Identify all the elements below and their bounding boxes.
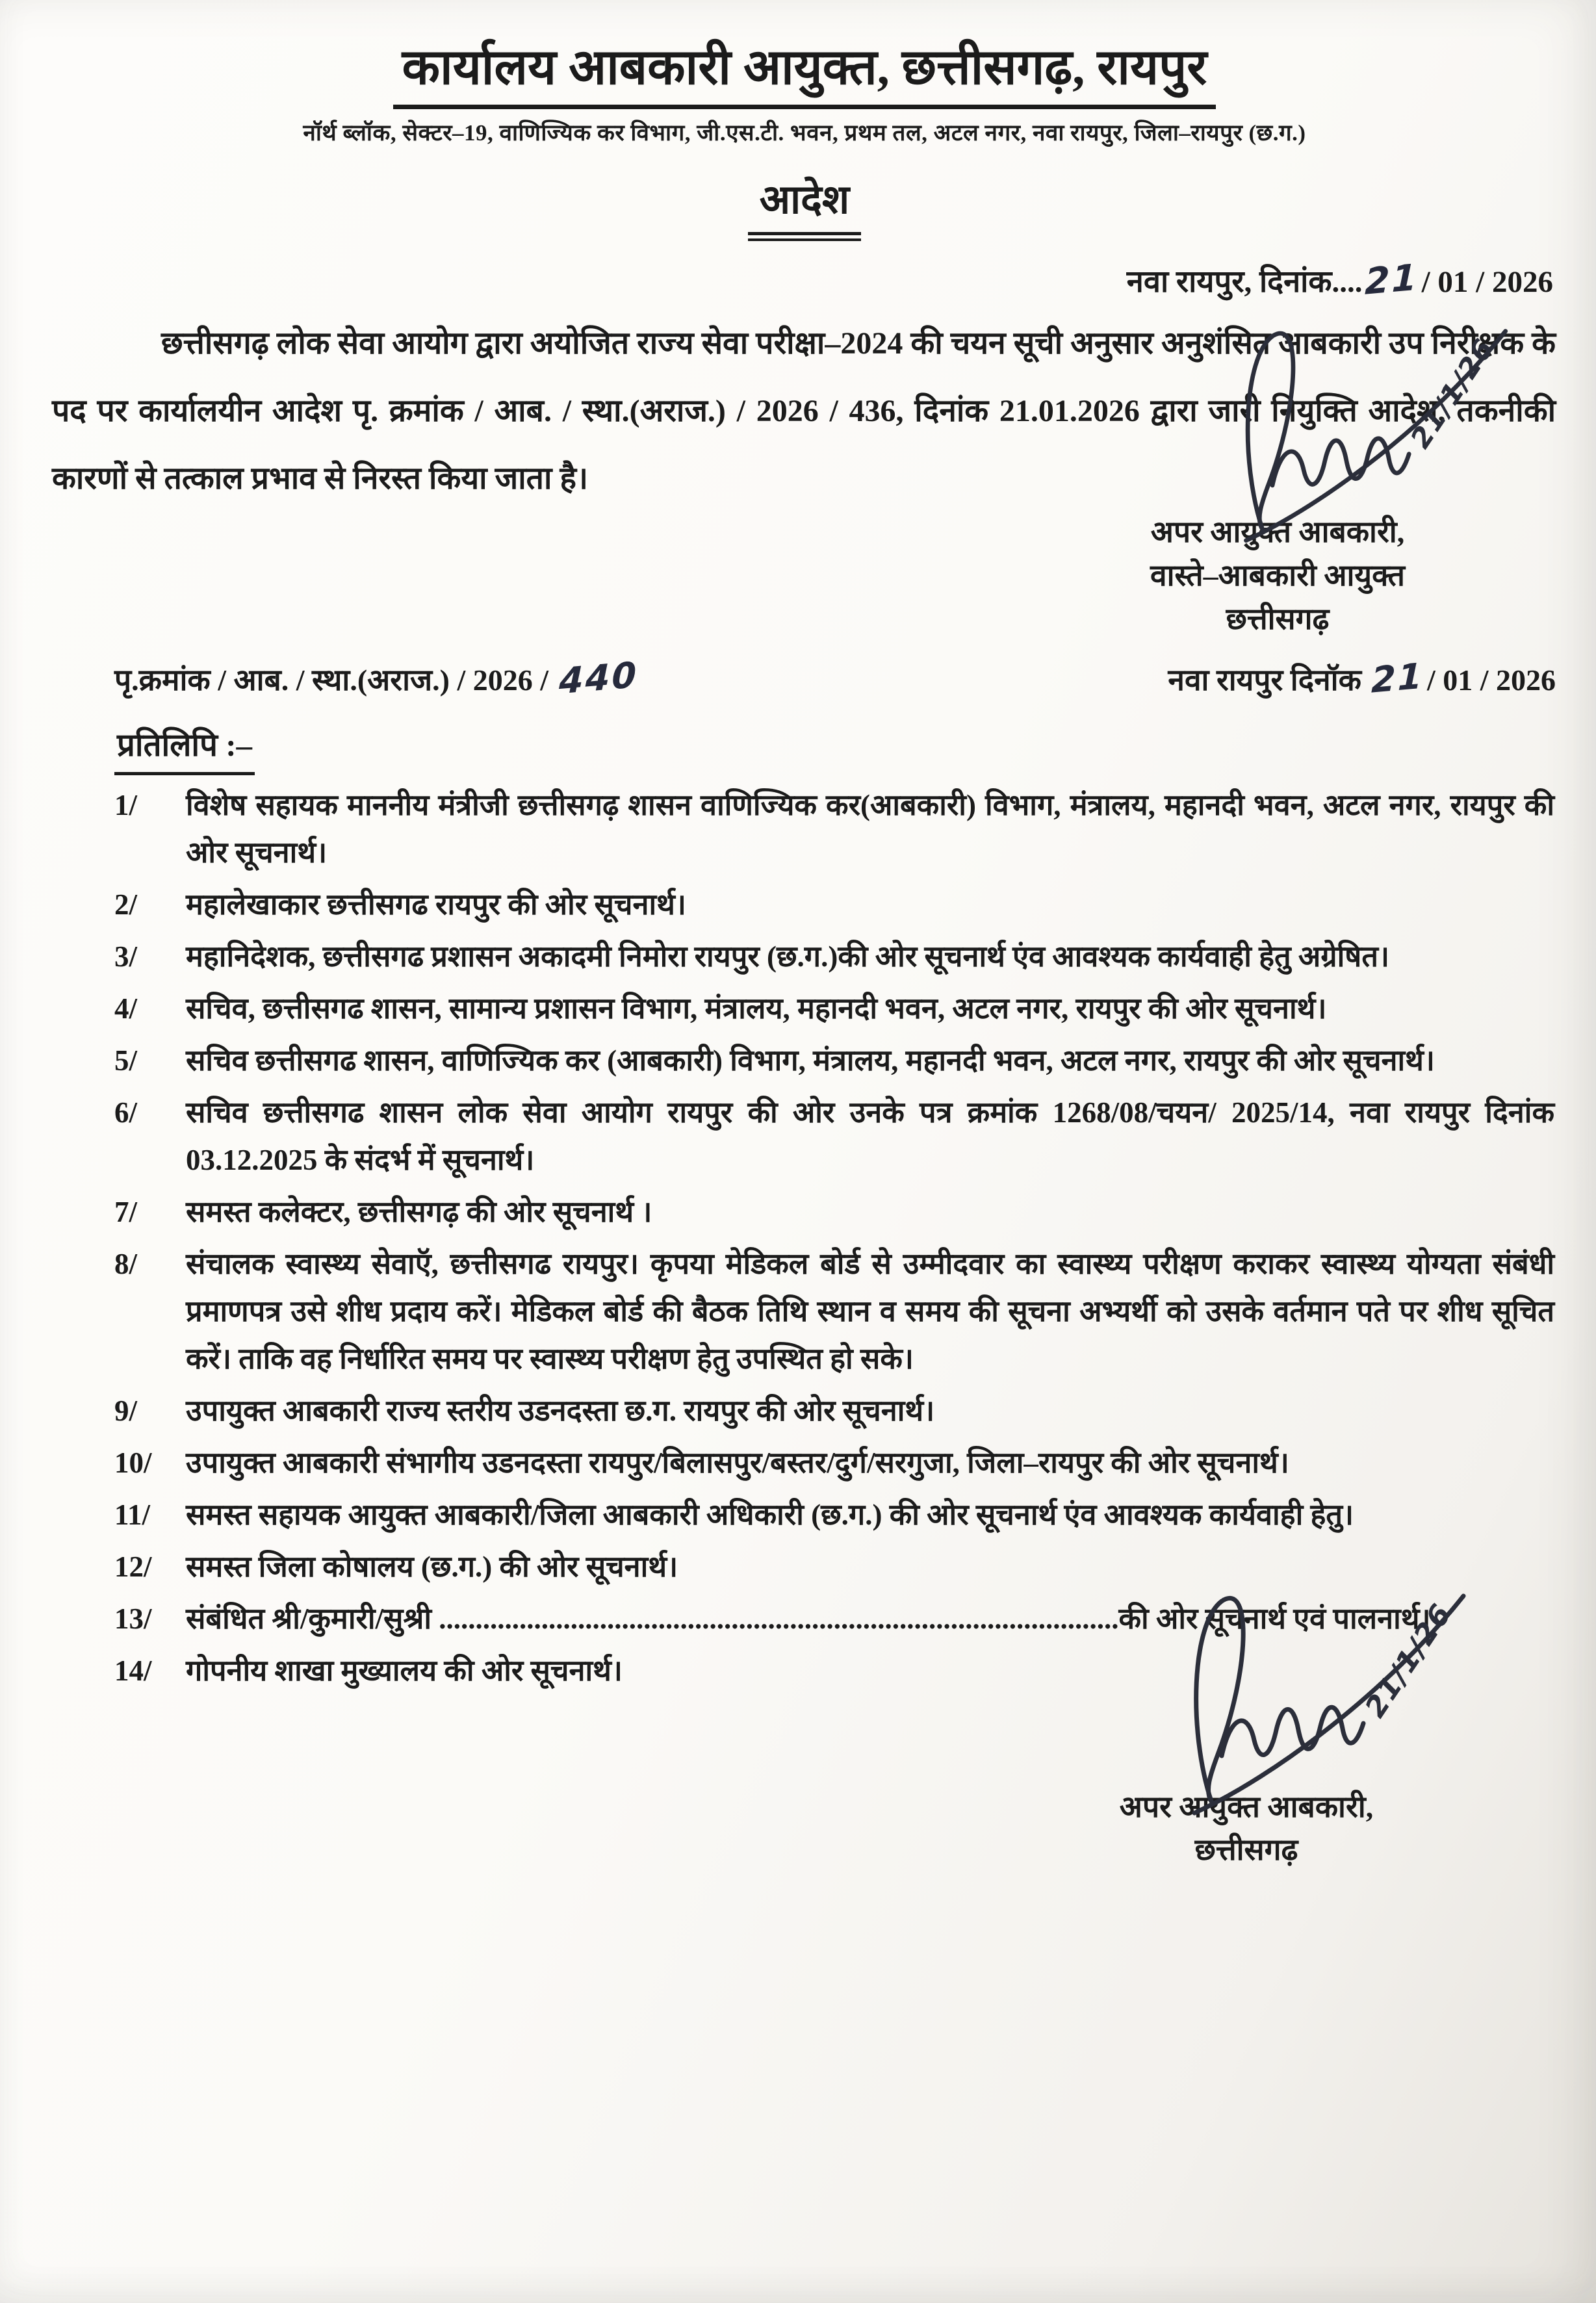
order-place-date-line [36,256,1573,303]
item-text: संचालक स्वास्थ्य सेवाऍ, छत्तीसगढ रायपुर। कृपया मेडिकल बोर्ड से उम्मीदवार का स्वास्थ्य परीक्षण कराकर स्वास्थ्य योग्यता संबंधी प्रमाणपत्र उसे शीध प्रदाय करें। मेडिकल बोर्ड की बैठक तिथि स्थान व समय की सूचना अभ्यर्थी को उसके वर्तमान पते पर शीध सूचित करें। ताकि वह निर्धारित समय पर स्वास्थ्य परीक्षण हेतु उपस्थित हो सके। [186,1247,1554,1375]
list-item [114,1189,1573,1236]
order-heading [36,171,1573,241]
item-text: सचिव, छत्तीसगढ शासन, सामान्य प्रशासन विभाग, मंत्रालय, महानदी भवन, अटल नगर, रायपुर की ओर सूचनार्थ। [186,992,1327,1025]
item-number: 1/ [114,788,138,821]
handwritten-day: 21 [1365,256,1420,303]
item-number: 8/ [114,1247,138,1280]
item-number: 7/ [114,1195,138,1228]
copy-to-heading: प्रतिलिपि :– [114,723,1573,775]
item-text: सचिव छत्तीसगढ शासन लोक सेवा आयोग रायपुर की ओर उनके पत्र क्रमांक 1268/08/चयन/ 2025/14, नवा रायपुर दिनांक 03.12.2025 के संदर्भ में सूचनार्थ। [186,1096,1554,1176]
item-number: 10/ [114,1446,152,1479]
item-number: 12/ [114,1550,152,1583]
item-number: 9/ [114,1394,138,1427]
item-number: 14/ [114,1654,152,1687]
signatory-designation-line2: वास्ते–आबकारी आयुक्त [1150,558,1405,592]
item-text: उपायुक्त आबकारी संभागीय उडनदस्ता रायपुर/बिलासपुर/बस्तर/दुर्ग/सरगुजा, जिला–रायपुर की ओर सूचनार्थ। [186,1446,1289,1479]
order-heading-text: आदेश [748,171,861,235]
handwritten-endorsement-day: 21 [1371,654,1425,701]
item-text: समस्त सहायक आयुक्त आबकारी/जिला आबकारी अधिकारी (छ.ग.) की ओर सूचनार्थ एंव आवश्यक कार्यवाही हेतु। [186,1498,1354,1531]
list-item [114,1491,1573,1539]
list-item [114,1387,1573,1435]
list-item [114,1439,1573,1487]
reference-prefix: पृ.क्रमांक / आब. / स्था.(अराज.) / 2026 / [114,663,556,697]
list-item [114,985,1573,1033]
item-number: 6/ [114,1096,138,1129]
item-text: सचिव छत्तीसगढ शासन, वाणिज्यिक कर (आबकारी) विभाग, मंत्रालय, महानदी भवन, अटल नगर, रायपुर की ओर सूचनार्थ। [186,1044,1435,1077]
signatory-designation-line3: छत्तीसगढ़ [1226,602,1330,636]
signatory-designation-line1: अपर आयुक्त आबकारी, [1119,1790,1374,1823]
page-title: कार्यालय आबकारी आयुक्त, छत्तीसगढ़, रायपुर [393,38,1216,109]
list-item [114,1241,1573,1383]
item-text: महानिदेशक, छत्तीसगढ प्रशासन अकादमी निमोरा रायपुर (छ.ग.)की ओर सूचनार्थ एंव आवश्यक कार्यवाही हेतु अग्रेषित। [186,940,1390,973]
signature-date-note: 21/1/26 [1404,333,1501,454]
list-item [114,933,1573,981]
item-text: संबंधित श्री/कुमारी/सुश्री .............................................................................................की ओर सूचनार्थ एवं पालनार्थ। [186,1602,1431,1635]
list-item [114,1647,1573,1695]
place-date-rest: / 01 / 2026 [1421,264,1553,299]
copy-distribution-list [114,782,1573,1695]
item-number: 13/ [114,1602,152,1635]
item-text: गोपनीय शाखा मुख्यालय की ओर सूचनार्थ। [186,1654,623,1687]
item-text: विशेष सहायक माननीय मंत्रीजी छत्तीसगढ़ शासन वाणिज्यिक कर(आबकारी) विभाग, मंत्रालय, महानदी भवन, अटल नगर, रायपुर की ओर सूचनार्थ। [186,788,1554,869]
item-number: 5/ [114,1044,138,1077]
item-text: समस्त जिला कोषालय (छ.ग.) की ओर सूचनार्थ। [186,1550,678,1583]
office-letterhead [36,38,1573,109]
item-text: समस्त कलेक्टर, छत्तीसगढ़ की ओर सूचनार्थ । [186,1195,652,1228]
list-item [114,1543,1573,1591]
office-address: नॉर्थ ब्लॉक, सेक्टर–19, वाणिज्यिक कर विभाग, जी.एस.टी. भवन, प्रथम तल, अटल नगर, नवा रायपुर, जिला–रायपुर (छ.ग.) [303,120,1306,146]
endorsement-date-rest: / 01 / 2026 [1426,663,1556,697]
endorsement-date-prefix: नवा रायपुर दिनॉक [1168,663,1369,697]
list-item [114,1037,1573,1085]
item-text: उपायुक्त आबकारी राज्य स्तरीय उडनदस्ता छ.ग. रायपुर की ओर सूचनार्थ। [186,1394,935,1427]
list-item [114,782,1573,877]
endorsement-reference-number [114,654,641,702]
list-item [114,1089,1573,1184]
reference-date-row [114,654,1556,702]
order-body-paragraph: छत्तीसगढ़ लोक सेवा आयोग द्वारा अयोजित राज्य सेवा परीक्षा–2024 की चयन सूची अनुसार अनुशंसित आबकारी उप निरीक्षक के पद पर कार्यालयीन आदेश पृ. क्रमांक / आब. / स्था.(अराज.) / 2026 / 436, दिनांक 21.01.2026 द्वारा जारी नियुक्ति आदेश, तकनीकी कारणों से तत्काल प्रभाव से निरस्त किया जाता है। [52,326,1556,496]
signatory-designation-line1: अपर आयुक्त आबकारी, [1150,515,1405,548]
handwritten-reference-number: 440 [558,654,639,702]
place-date-prefix: नवा रायपुर, दिनांक.... [1126,264,1363,299]
item-number: 11/ [114,1498,151,1531]
item-number: 3/ [114,940,138,973]
item-number: 2/ [114,888,138,921]
signatory-block-top [1011,333,1544,641]
signature-date-note: 21/1/26 [1358,1597,1459,1723]
list-item [114,881,1573,929]
item-text: महालेखाकार छत्तीसगढ रायपुर की ओर सूचनार्थ। [186,888,686,921]
endorsement-place-date [1168,654,1556,701]
list-item [114,1595,1573,1643]
item-number: 4/ [114,992,138,1025]
signatory-block-bottom [980,1597,1513,1872]
signatory-designation-line2: छत्तीसगढ़ [1194,1833,1298,1866]
